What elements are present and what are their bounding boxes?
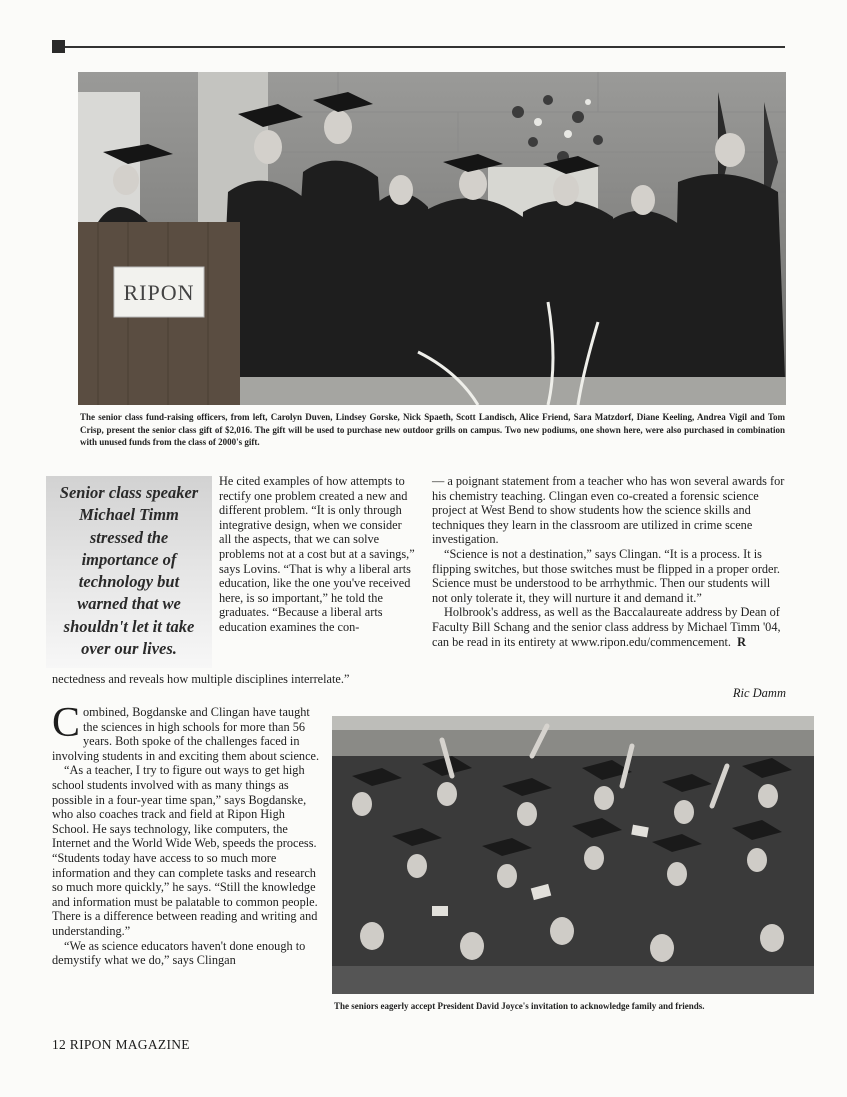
article-column-right	[432, 474, 788, 649]
page-folio: 12 RIPON MAGAZINE	[52, 1037, 190, 1052]
article-paragraph-dropcap	[52, 700, 322, 763]
pull-quote-box	[46, 476, 212, 668]
article-column-middle-continuation	[52, 672, 424, 687]
article-paragraph-text: Holbrook's address, as well as the Baccalaureate address by Dean of Faculty Bill Schang and the senior class address by Michael Timm '04, can be read in its entirety at www.ripon.edu/commencement.	[432, 605, 781, 649]
article-paragraph: nectedness and reveals how multiple disciplines interrelate.”	[52, 672, 350, 686]
photo-caption-top: The senior class fund-raising officers, from left, Carolyn Duven, Lindsey Gorske, Nick Spaeth, Scott Landisch, Alice Friend, Sara Matzdorf, Diane Keeling, Andrea Vigil and Tom Crisp, present the senior class gift of $2,016. The gift will be used to purchase new outdoor grills on campus. Two new podiums, one shown here, were also purchased in combination with unused funds from the class of 2000's gift.	[80, 412, 785, 447]
article-paragraph: “As a teacher, I try to figure out ways to get high school students involved with as many things as possible in a four-year time span,” says Bogdanske, who also coaches track and field at Ripon High School. He says technology, like computers, the Internet and the World Wide Web, speeds the process. “Students today have access to so much more information and they can complete tasks and research so much more quickly,” he says. “Still the knowledge and information must be palatable to common people. There is a difference between reading and writing and understanding.”	[52, 763, 318, 938]
drop-cap: C	[52, 700, 81, 746]
pull-quote-text: Senior class speaker Michael Timm stressed the importance of technology but warned that we shouldn't let it take over our lives.	[59, 483, 199, 659]
article-paragraph: He cited examples of how attempts to rectify one problem created a new and different problem. “It is only through integrative design, when we consider all the aspects, that we can solve problems not at a cost but at a savings,” says Lovins. “That is why a liberal arts education, like the one you've received here, is so important,” he told the graduates. “Because a liberal arts education examines the con-	[219, 474, 415, 634]
header-rule	[65, 46, 785, 48]
article-paragraph: “Science is not a destination,” says Clingan. “It is a process. It is flipping switches, but those switches must be flipped in a proper order. Science must be understood to be arrhythmic. Then our students will not only tolerate it, they will nurture it and demand it.”	[432, 546, 781, 605]
photo-seniors-cheering	[332, 716, 814, 994]
photo-caption-bottom: The seniors eagerly accept President David Joyce's invitation to acknowledge family and friends.	[334, 1001, 705, 1011]
article-end-mark: R	[737, 634, 747, 649]
photo-senior-officers	[78, 72, 786, 405]
photo-credit-byline: Ric Damm	[732, 686, 786, 700]
header-rule-marker	[52, 40, 65, 53]
article-paragraph: “We as science educators haven't done enough to demystify what we do,” says Clingan	[52, 938, 306, 968]
article-column-middle	[219, 474, 415, 635]
photo-senior-officers-image	[78, 72, 786, 405]
article-paragraph-text: ombined, Bogdanske and Clingan have taught the sciences in high schools for more than 56 years. Both spoke of the challenges faced in involving students in and exciting them about science.	[52, 705, 320, 763]
podium-sign-text: RIPON	[123, 280, 195, 305]
article-column-left	[52, 700, 322, 968]
article-paragraph: — a poignant statement from a teacher who has won several awards for his chemistry teaching. Clingan even co-created a forensic science project at West Bend to show students how the science skills and techniques they learn in the classroom are utilized in crime scene investigation.	[432, 474, 785, 547]
photo-seniors-cheering-image	[332, 716, 814, 994]
article-paragraph-last	[432, 605, 788, 649]
